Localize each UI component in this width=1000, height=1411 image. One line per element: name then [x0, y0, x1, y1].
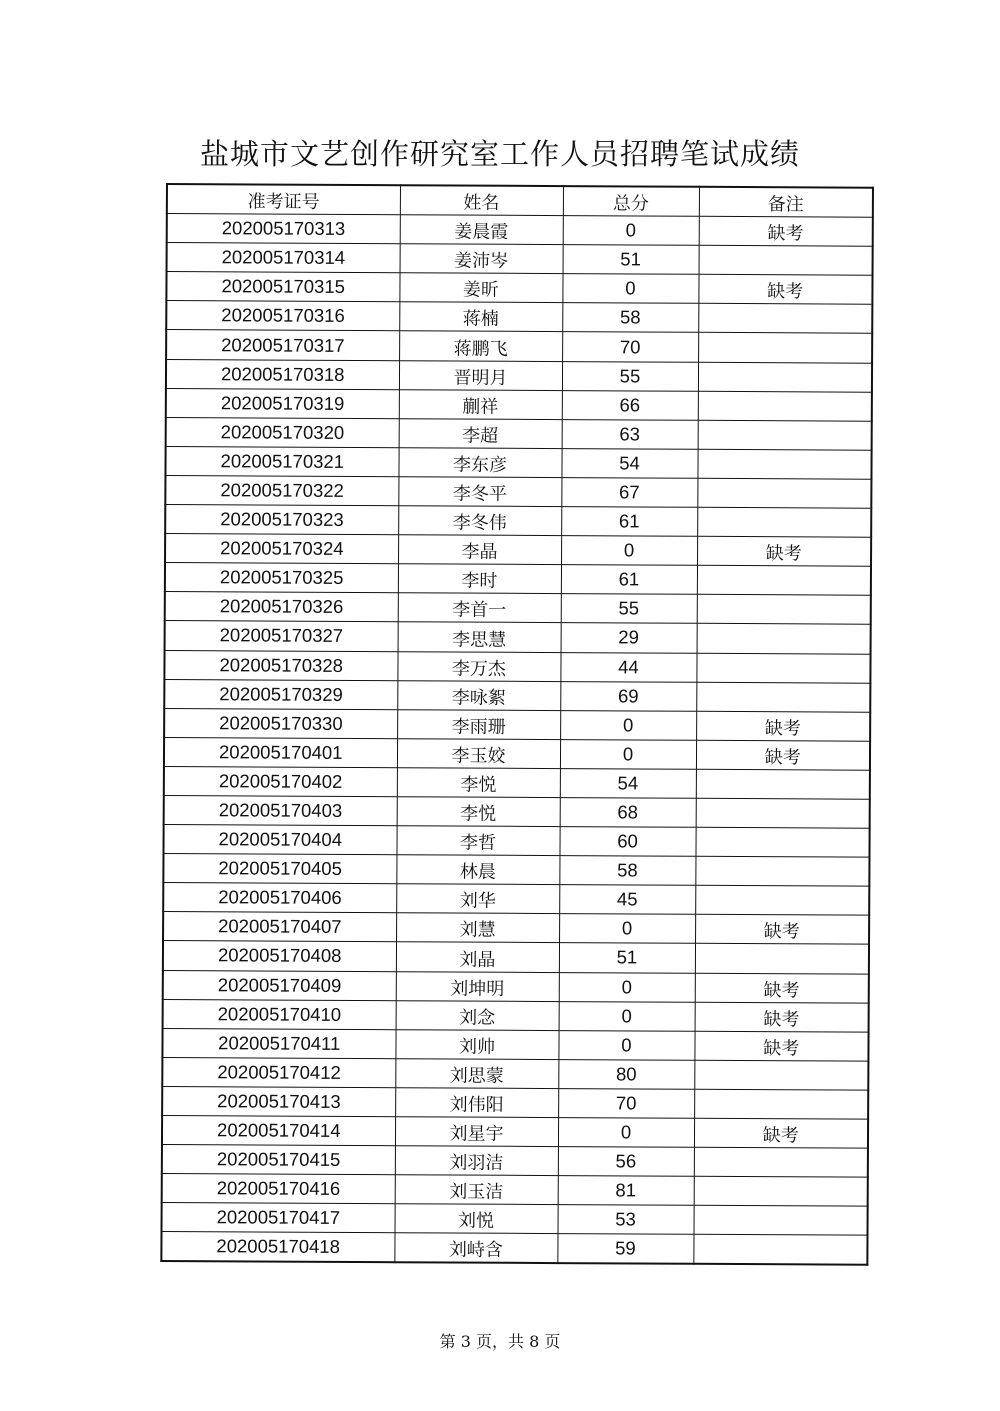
table-row [162, 1203, 868, 1236]
exam-id-cell: 202005170417 [162, 1203, 395, 1233]
name-cell: 李雨珊 [397, 709, 560, 739]
table-row [163, 999, 869, 1032]
remark-cell: 缺考 [698, 275, 872, 305]
table-row [166, 388, 872, 421]
exam-id-cell: 202005170325 [165, 563, 398, 593]
score-cell: 0 [558, 1118, 694, 1148]
name-cell: 刘思蒙 [395, 1059, 558, 1089]
exam-id-cell: 202005170324 [165, 534, 398, 564]
exam-id-cell: 202005170416 [162, 1174, 395, 1204]
exam-id-cell: 202005170410 [163, 999, 396, 1029]
remark-cell: 缺考 [695, 1002, 869, 1032]
name-cell: 李晶 [398, 535, 561, 565]
table-row [162, 1086, 868, 1119]
remark-cell [694, 1089, 868, 1119]
name-cell: 蒋楠 [399, 302, 562, 332]
exam-id-cell: 202005170412 [162, 1057, 395, 1087]
header-remark: 备注 [699, 187, 873, 218]
name-cell: 李超 [399, 418, 562, 448]
remark-cell [695, 886, 869, 916]
score-cell: 61 [561, 507, 697, 537]
table-row [165, 505, 871, 538]
exam-id-cell: 202005170330 [164, 708, 397, 738]
name-cell: 李咏絮 [397, 680, 560, 710]
exam-id-cell: 202005170408 [163, 941, 396, 971]
name-cell: 李悦 [397, 797, 560, 827]
table-row [166, 359, 872, 392]
exam-id-cell: 202005170319 [166, 388, 399, 418]
table-row [161, 1232, 867, 1265]
remark-cell [696, 653, 870, 683]
remark-cell [695, 827, 869, 857]
table-row [166, 417, 872, 450]
score-cell: 0 [563, 216, 699, 246]
table-row [166, 330, 872, 363]
score-cell: 0 [559, 914, 695, 944]
score-cell: 60 [559, 827, 695, 857]
name-cell: 刘晶 [396, 942, 559, 972]
remark-cell [693, 1235, 867, 1266]
name-cell: 刘星宇 [395, 1117, 558, 1147]
exam-id-cell: 202005170401 [164, 737, 397, 767]
exam-id-cell: 202005170313 [167, 214, 400, 244]
score-cell: 70 [558, 1088, 694, 1118]
remark-cell [697, 507, 871, 537]
score-cell: 0 [558, 1030, 694, 1060]
score-cell: 0 [559, 1001, 695, 1031]
name-cell: 蒯祥 [399, 389, 562, 419]
remark-cell: 缺考 [695, 973, 869, 1003]
score-cell: 80 [558, 1059, 694, 1089]
table-row [166, 301, 872, 334]
score-cell: 67 [561, 478, 697, 508]
name-cell: 林晨 [396, 855, 559, 885]
table-row [165, 446, 871, 479]
header-exam-id: 准考证号 [167, 184, 400, 215]
remark-cell [698, 391, 872, 421]
remark-cell [696, 682, 870, 712]
score-cell: 59 [557, 1234, 693, 1264]
exam-id-cell: 202005170418 [161, 1232, 394, 1263]
remark-cell: 缺考 [695, 915, 869, 945]
exam-id-cell: 202005170406 [163, 883, 396, 913]
score-cell: 51 [559, 943, 695, 973]
score-cell: 70 [562, 332, 698, 362]
table-row [163, 970, 869, 1003]
table-row [162, 1145, 868, 1178]
exam-id-cell: 202005170320 [166, 417, 399, 447]
table-row [162, 1174, 868, 1207]
name-cell: 刘坤明 [396, 971, 559, 1001]
name-cell: 姜沛岑 [400, 244, 563, 274]
table-row [163, 912, 869, 945]
table-row [164, 737, 870, 770]
remark-cell [697, 566, 871, 596]
remark-cell: 缺考 [694, 1118, 868, 1148]
exam-id-cell: 202005170402 [164, 766, 397, 796]
remark-cell: 缺考 [696, 711, 870, 741]
score-cell: 51 [563, 245, 699, 275]
table-row [165, 592, 871, 625]
name-cell: 李悦 [397, 768, 560, 798]
name-cell: 刘峙含 [394, 1233, 557, 1263]
name-cell: 刘华 [396, 884, 559, 914]
exam-id-cell: 202005170327 [165, 621, 398, 651]
remark-cell [698, 420, 872, 450]
remark-cell: 缺考 [696, 740, 870, 770]
name-cell: 刘慧 [396, 913, 559, 943]
remark-cell [697, 478, 871, 508]
remark-cell [695, 944, 869, 974]
table-row [163, 883, 869, 916]
exam-id-cell: 202005170414 [162, 1115, 395, 1145]
score-cell: 0 [560, 710, 696, 740]
name-cell: 姜昕 [399, 273, 562, 303]
score-cell: 61 [561, 565, 697, 595]
score-cell: 55 [562, 361, 698, 391]
table-row [164, 679, 870, 712]
exam-id-cell: 202005170328 [164, 650, 397, 680]
table-body [161, 214, 872, 1266]
exam-id-cell: 202005170415 [162, 1145, 395, 1175]
score-cell: 53 [558, 1205, 694, 1235]
score-cell: 0 [562, 274, 698, 304]
remark-cell [694, 1176, 868, 1206]
remark-cell [697, 624, 871, 654]
remark-cell [697, 449, 871, 479]
table-row [162, 1028, 868, 1061]
name-cell: 姜晨霞 [400, 215, 563, 245]
exam-id-cell: 202005170405 [163, 854, 396, 884]
table-row [162, 1115, 868, 1148]
score-cell: 58 [562, 303, 698, 333]
name-cell: 李首一 [398, 593, 561, 623]
remark-cell [697, 595, 871, 625]
name-cell: 蒋鹏飞 [399, 331, 562, 361]
score-cell: 45 [559, 885, 695, 915]
page-title: 盐城市文艺创作研究室工作人员招聘笔试成绩 [199, 137, 800, 171]
remark-cell: 缺考 [697, 536, 871, 566]
header-total-score: 总分 [563, 186, 699, 216]
score-cell: 54 [561, 448, 697, 478]
name-cell: 刘伟阳 [395, 1088, 558, 1118]
name-cell: 刘玉洁 [395, 1175, 558, 1205]
remark-cell [698, 362, 872, 392]
exam-id-cell: 202005170407 [163, 912, 396, 942]
exam-id-cell: 202005170317 [166, 330, 399, 360]
score-cell: 0 [559, 972, 695, 1002]
name-cell: 刘悦 [395, 1204, 558, 1234]
score-table-container [160, 183, 872, 1266]
name-cell: 晋明月 [399, 360, 562, 390]
table-row [163, 941, 869, 974]
score-cell: 58 [559, 856, 695, 886]
name-cell: 李哲 [396, 826, 559, 856]
table-row [162, 1057, 868, 1090]
score-cell: 44 [560, 652, 696, 682]
exam-id-cell: 202005170318 [166, 359, 399, 389]
remark-cell [694, 1206, 868, 1236]
score-cell: 63 [562, 419, 698, 449]
header-name: 姓名 [400, 185, 563, 215]
remark-cell [695, 856, 869, 886]
exam-id-cell: 202005170403 [164, 795, 397, 825]
exam-id-cell: 202005170404 [163, 825, 396, 855]
score-table [160, 183, 874, 1266]
name-cell: 李冬伟 [398, 506, 561, 536]
table-row [164, 650, 870, 683]
exam-id-cell: 202005170329 [164, 679, 397, 709]
remark-cell: 缺考 [699, 216, 873, 246]
exam-id-cell: 202005170409 [163, 970, 396, 1000]
score-cell: 0 [560, 739, 696, 769]
remark-cell: 缺考 [694, 1031, 868, 1061]
name-cell: 李思慧 [398, 622, 561, 652]
table-row [164, 766, 870, 799]
table-row [164, 795, 870, 828]
score-cell: 54 [560, 768, 696, 798]
exam-id-cell: 202005170322 [165, 475, 398, 505]
score-cell: 66 [562, 390, 698, 420]
name-cell: 刘帅 [395, 1029, 558, 1059]
exam-id-cell: 202005170323 [165, 505, 398, 535]
name-cell: 李时 [398, 564, 561, 594]
remark-cell [694, 1060, 868, 1090]
remark-cell [696, 798, 870, 828]
table-row [165, 534, 871, 567]
score-cell: 81 [558, 1176, 694, 1206]
table-row [164, 708, 870, 741]
table-row [166, 272, 872, 305]
table-row [163, 825, 869, 858]
score-cell: 56 [558, 1147, 694, 1177]
score-cell: 29 [561, 623, 697, 653]
table-row [165, 621, 871, 654]
score-cell: 55 [561, 594, 697, 624]
remark-cell [698, 333, 872, 363]
table-row [167, 243, 873, 276]
score-cell: 0 [561, 536, 697, 566]
table-row [165, 475, 871, 508]
exam-id-cell: 202005170413 [162, 1086, 395, 1116]
exam-id-cell: 202005170321 [165, 446, 398, 476]
exam-id-cell: 202005170315 [166, 272, 399, 302]
score-cell: 68 [560, 798, 696, 828]
name-cell: 刘念 [396, 1000, 559, 1030]
name-cell: 李冬平 [398, 477, 561, 507]
table-header-row [167, 184, 873, 217]
name-cell: 李万杰 [397, 651, 560, 681]
exam-id-cell: 202005170411 [162, 1028, 395, 1058]
remark-cell [698, 304, 872, 334]
table-row [163, 854, 869, 887]
exam-id-cell: 202005170314 [167, 243, 400, 273]
remark-cell [694, 1147, 868, 1177]
name-cell: 李玉姣 [397, 738, 560, 768]
exam-id-cell: 202005170316 [166, 301, 399, 331]
score-cell: 69 [560, 681, 696, 711]
name-cell: 李东彦 [398, 448, 561, 478]
table-row [167, 214, 873, 247]
remark-cell [699, 245, 873, 275]
name-cell: 刘羽洁 [395, 1146, 558, 1176]
page-number: 第 3 页，共 8 页 [439, 1332, 561, 1351]
remark-cell [696, 769, 870, 799]
table-row [165, 563, 871, 596]
exam-id-cell: 202005170326 [165, 592, 398, 622]
